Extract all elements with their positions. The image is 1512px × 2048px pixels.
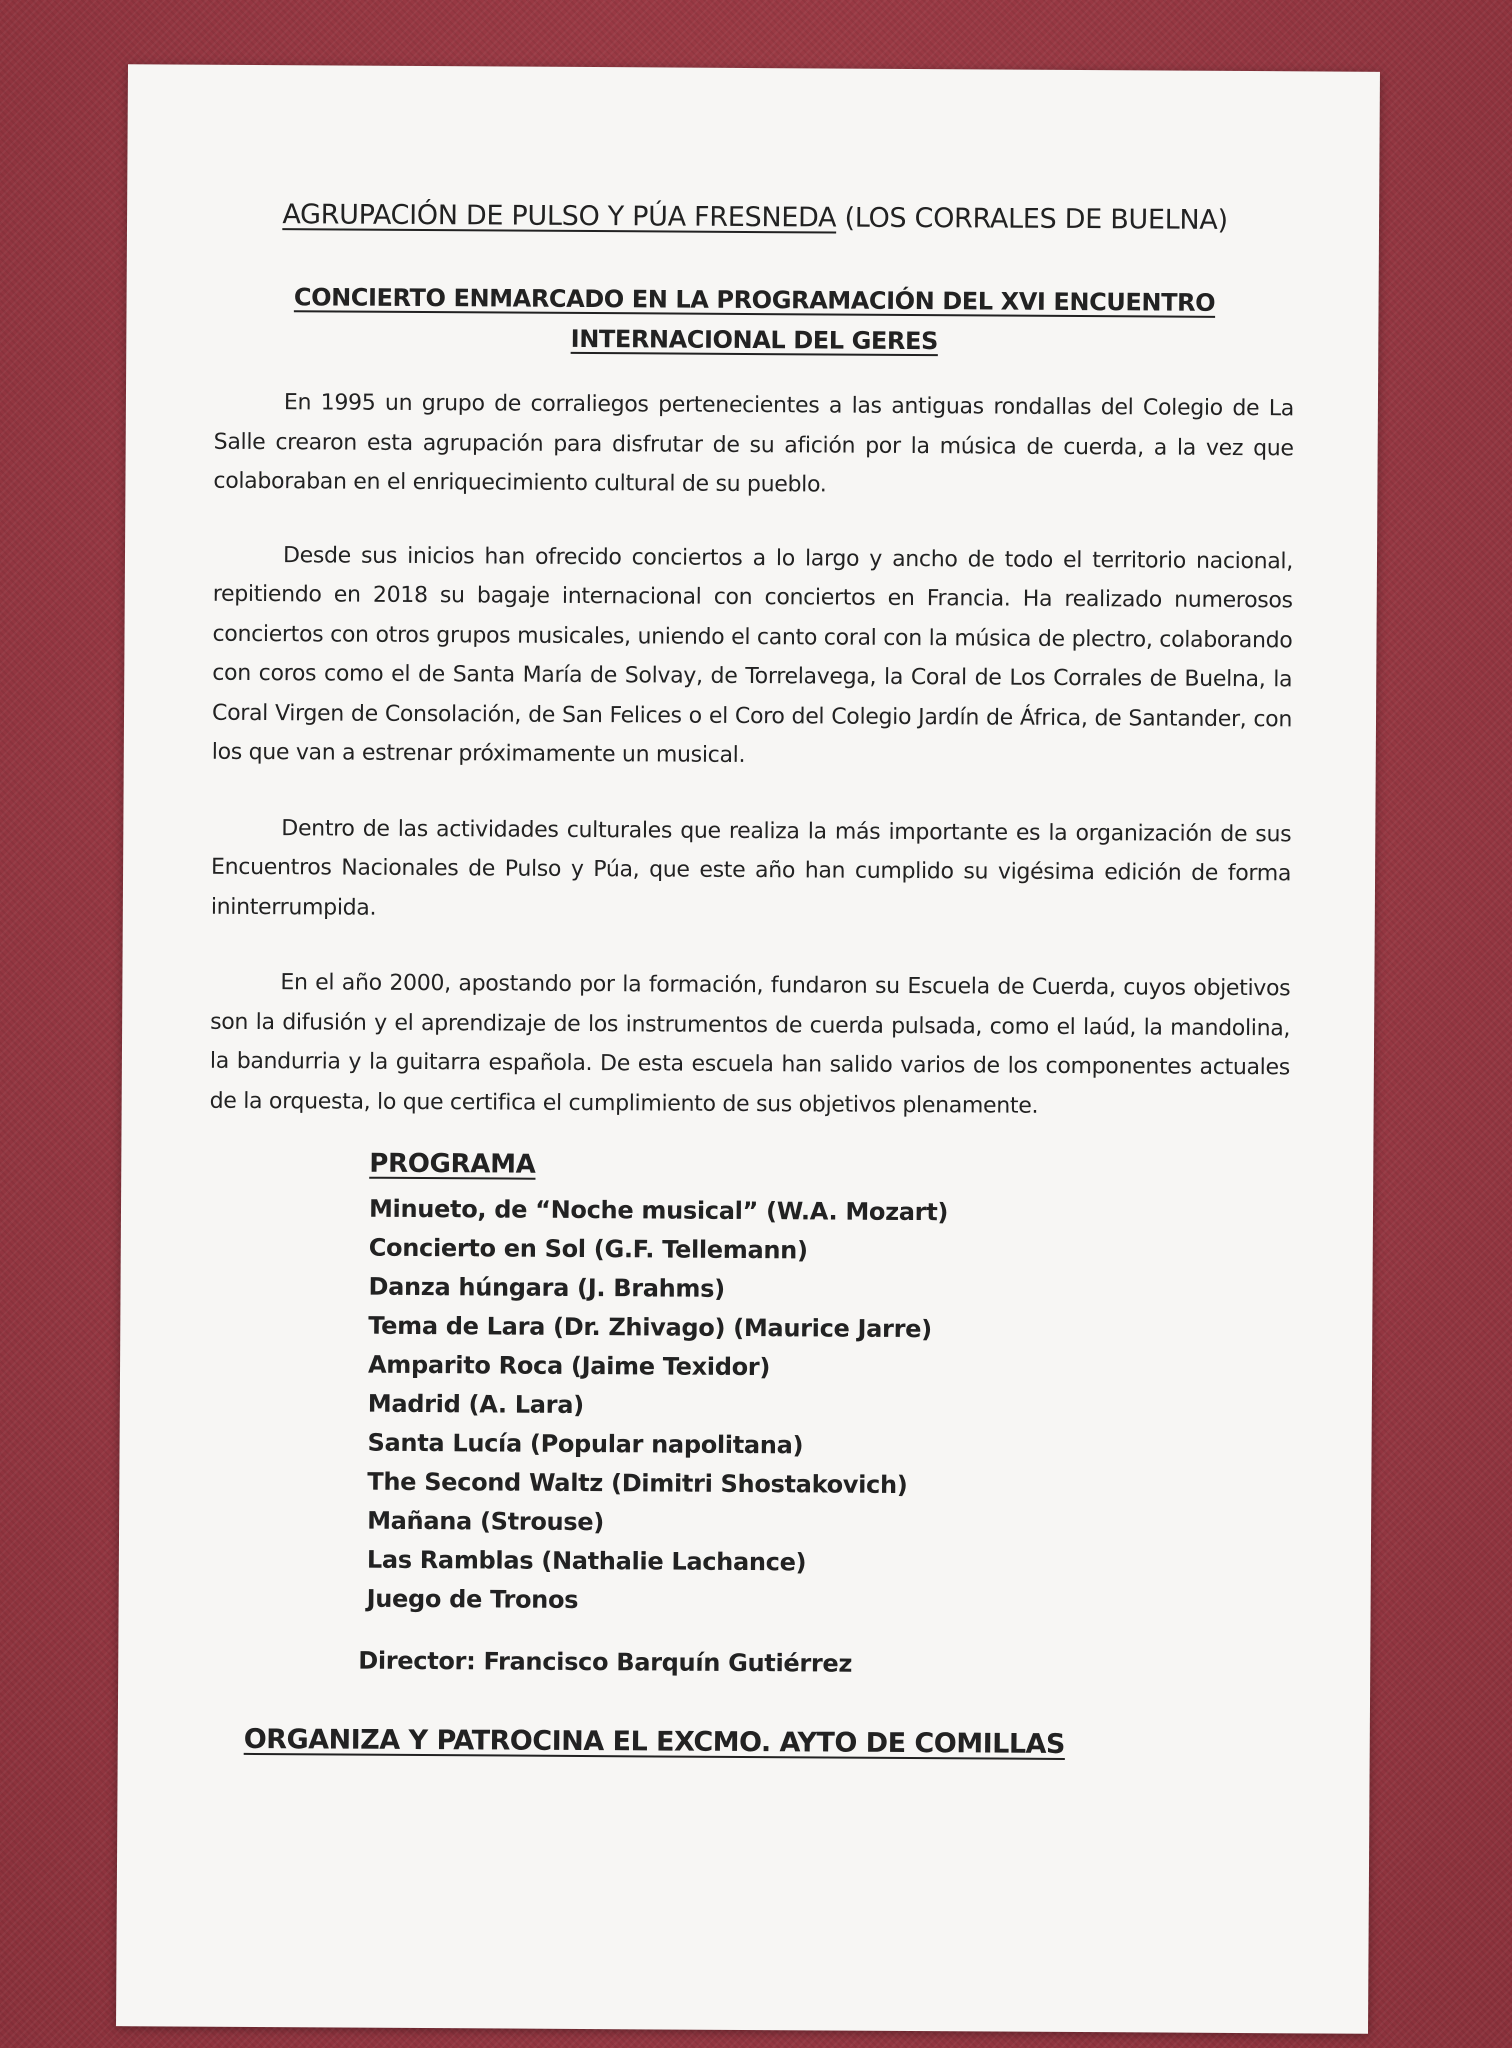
program-item: Madrid (A. Lara) — [367, 1389, 584, 1420]
program-item: Mañana (Strouse) — [367, 1506, 605, 1537]
program-item: Santa Lucía (Popular napolitana) — [367, 1428, 804, 1460]
program-item: Las Ramblas (Nathalie Lachance) — [366, 1545, 807, 1577]
title-rest: (LOS CORRALES DE BUELNA) — [836, 202, 1228, 236]
title-underlined: AGRUPACIÓN DE PULSO Y PÚA FRESNEDA — [282, 199, 837, 234]
director-credit: Director: Francisco Barquín Gutiérrez — [358, 1646, 853, 1678]
paper-sheet — [116, 64, 1380, 2034]
program-item: Danza húngara (J. Brahms) — [368, 1272, 725, 1303]
paragraph-history: En 1995 un grupo de corraliegos pertenecientes a las antiguas rondallas del Colegio de La Salle crearon esta agrupación para disfrutar de su afición por la música de cuerda, a la vez que colaboraban en el enriquecimiento cultural de su pueblo. — [213, 390, 1294, 498]
document-title — [215, 195, 1295, 242]
program-item: Tema de Lara (Dr. Zhivago) (Maurice Jarre) — [368, 1311, 932, 1344]
program-section — [367, 1144, 1290, 1625]
program-item: Juego de Tronos — [366, 1584, 579, 1614]
document-subtitle: CONCIERTO ENMARCADO EN LA PROGRAMACIÓN DEL XVI ENCUENTRO INTERNACIONAL DEL GERES — [293, 283, 1216, 356]
sponsor-footer: ORGANIZA Y PATROCINA EL EXCMO. AYTO DE COMILLAS — [243, 1723, 1066, 1760]
document-content — [205, 195, 1295, 1794]
paragraph-school: En el año 2000, apostando por la formación, fundaron su Escuela de Cuerda, cuyos objetivos son la difusión y el aprendizaje de los instrumentos de cuerda pulsada, como el laúd, la mandolina, la bandurria y la guitarra española. De esta escuela han salido varios de los componentes actuales de la orquesta, lo que certifica el cumplimiento de sus objetivos plenamente. — [209, 970, 1291, 1119]
paragraph-activities: Dentro de las actividades culturales que realiza la más importante es la organización de sus Encuentros Nacionales de Pulso y Púa, que este año han cumplido su vigésima edición de forma ininterrumpida. — [210, 815, 1292, 921]
program-item: The Second Waltz (Dimitri Shostakovich) — [367, 1467, 908, 1499]
program-item: Minueto, de “Noche musical” (W.A. Mozart) — [368, 1194, 949, 1227]
program-heading: PROGRAMA — [369, 1148, 536, 1180]
program-item: Amparito Roca (Jaime Texidor) — [367, 1350, 771, 1382]
paragraph-concerts: Desde sus inicios han ofrecido conciertos a lo largo y ancho de todo el territorio nacional, repitiendo en 2018 su bagaje internacional con conciertos en Francia. Ha realizado numerosos conciertos con otros grupos musicales, uniendo el canto coral con la música de plectro, colaborando con coros como el de Santa María de Solvay, de Torrelavega, la Coral de Los Corrales de Buelna, la Coral Virgen de Consolación, de San Felices o el Coro del Colegio Jardín de África, de Santander, con los que van a estrenar próximamente un musical. — [211, 542, 1294, 768]
program-item: Concierto en Sol (G.F. Tellemann) — [368, 1233, 808, 1265]
